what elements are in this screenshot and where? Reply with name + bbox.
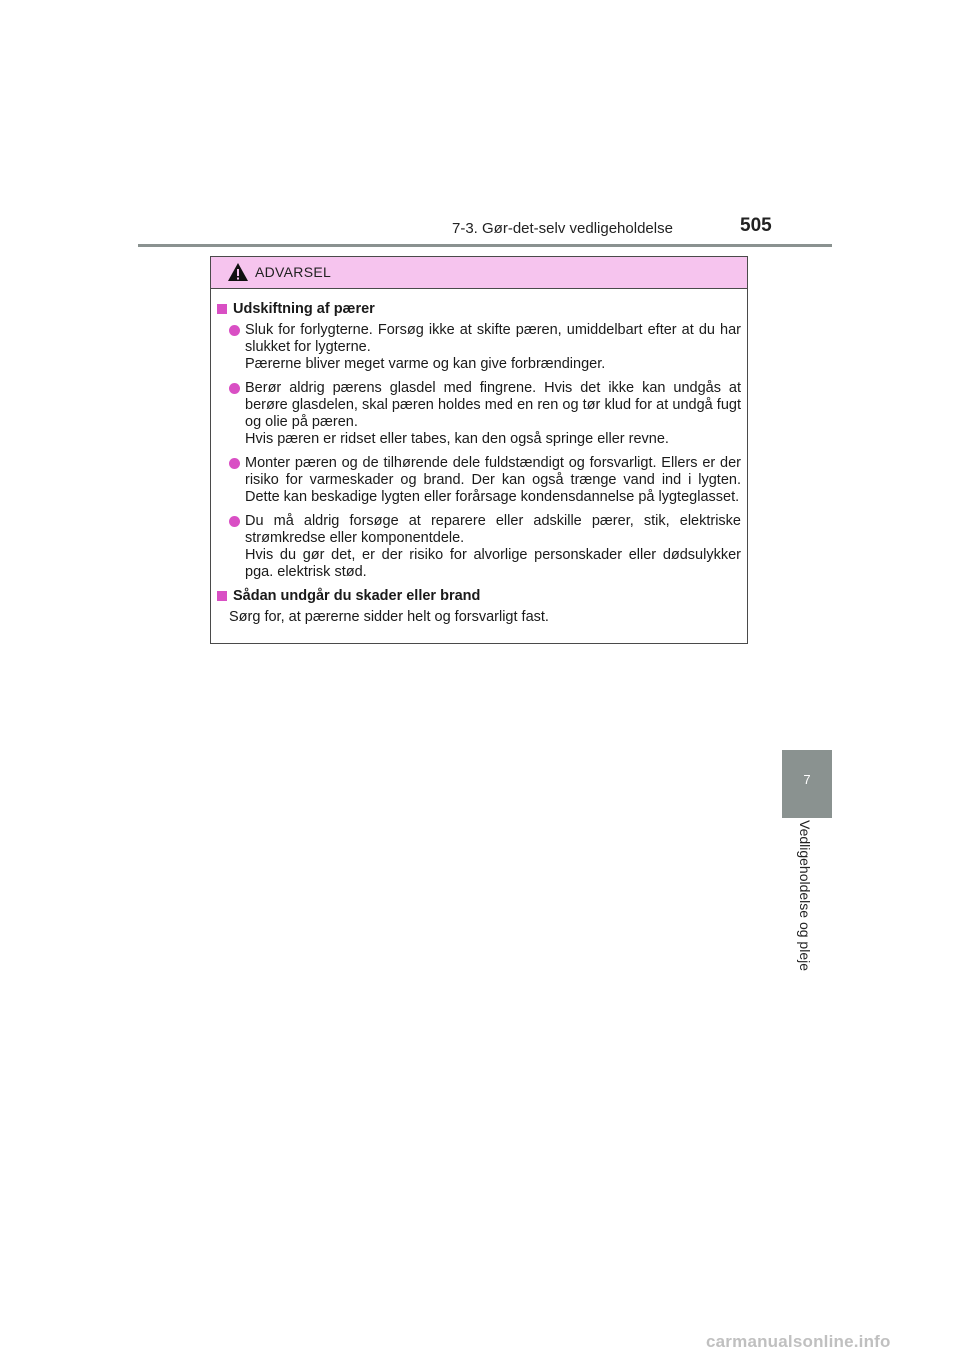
chapter-number: 7 (803, 772, 811, 787)
list-item-text: Du må aldrig forsøge at reparere eller adskille pærer, stik, elektriske strømkredse eller komponentdele. (245, 513, 741, 546)
list-item (217, 380, 741, 448)
circle-bullet-icon (229, 325, 240, 336)
header-rule (138, 244, 832, 247)
circle-bullet-icon (229, 516, 240, 527)
warning-body (211, 289, 747, 626)
circle-bullet-icon (229, 458, 240, 469)
warning-box (210, 256, 748, 644)
square-bullet-icon (217, 304, 227, 314)
section-heading-text: Sådan undgår du skader eller brand (233, 588, 481, 604)
warning-title: ADVARSEL (255, 264, 332, 280)
list-item-text: Hvis du gør det, er der risiko for alvorlige personskader eller dødsulykker pga. elektrisk stød. (245, 547, 741, 580)
section-heading-text: Udskiftning af pærer (233, 301, 375, 317)
chapter-side-tab (782, 750, 832, 818)
warning-triangle-icon (227, 262, 249, 282)
list-item (217, 322, 741, 373)
list-item (217, 455, 741, 506)
warning-header (211, 257, 747, 289)
square-bullet-icon (217, 591, 227, 601)
page-number: 505 (740, 215, 772, 236)
list-item (217, 513, 741, 581)
watermark: carmanualsonline.info (706, 1332, 891, 1351)
section-text: Sørg for, at pærerne sidder helt og forsvarligt fast. (229, 609, 549, 625)
list-item-text: Sluk for forlygterne. Forsøg ikke at skifte pæren, umiddelbart efter at du har slukket for lygterne. (245, 322, 741, 355)
section-heading (217, 588, 741, 605)
list-item-text: Monter pæren og de tilhørende dele fuldstændigt og forsvarligt. Ellers er der risiko for varmeskader og brand. Der kan også trænge vand ind i lygten. Dette kan beskadige lygten eller forårsage kondensdannelse på lygteglasset. (245, 455, 741, 505)
list-item-text: Berør aldrig pærens glasdel med fingrene. Hvis det ikke kan undgås at berøre glasdelen, skal pæren holdes med en ren og tør klud for at undgå fugt og olie på pæren. (245, 380, 741, 430)
section-header-title: 7-3. Gør-det-selv vedligeholdelse (452, 220, 673, 237)
section-heading (217, 301, 741, 318)
chapter-side-label: Vedligeholdelse og pleje (797, 820, 813, 972)
circle-bullet-icon (229, 383, 240, 394)
list-item-text: Pærerne bliver meget varme og kan give forbrændinger. (245, 356, 606, 372)
list-item-text: Hvis pæren er ridset eller tabes, kan den også springe eller revne. (245, 431, 669, 447)
